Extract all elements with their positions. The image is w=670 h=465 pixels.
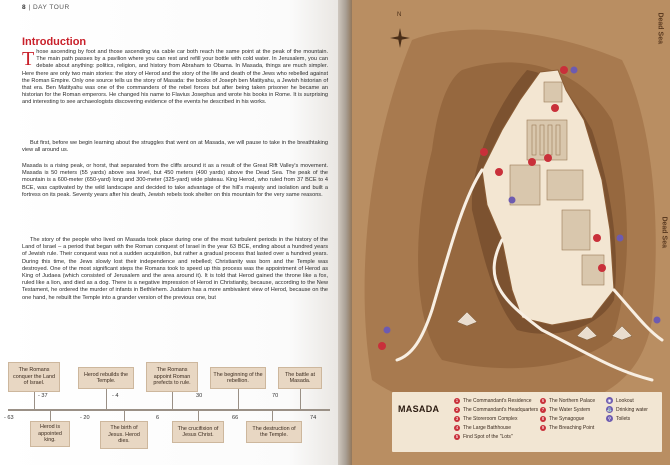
page-number: 8: [22, 4, 27, 11]
legend-label: The Breaching Point: [549, 424, 595, 431]
timeline-event-top: The Romans appoint Roman prefects to rule.: [146, 362, 198, 392]
legend-item: [454, 423, 538, 432]
timeline-stem: [300, 389, 301, 409]
legend-title: MASADA: [398, 404, 440, 414]
timeline-event-bottom: Herod is appointed king.: [30, 421, 70, 447]
legend-item: [540, 414, 595, 423]
legend-label: Lookout: [616, 397, 634, 404]
legend-item: [540, 396, 595, 405]
paragraph-2: But first, before we begin learning about the struggles that went on at Masada, we will pause to take in the breathtaking view all around us.: [22, 140, 328, 154]
timeline-stem: [106, 389, 107, 409]
legend-label: The Commandant's Residence: [463, 397, 532, 404]
lookout-icon: [384, 327, 391, 334]
marker-4: [544, 154, 552, 162]
timeline-stem: [172, 392, 173, 409]
timeline-stem: [238, 389, 239, 409]
toilets-icon: ⚲: [607, 415, 612, 421]
legend-number: 9: [541, 425, 545, 430]
timeline-year: 74: [310, 415, 317, 421]
storeroom-row: [540, 125, 544, 155]
northern-palace-block: [544, 82, 562, 102]
legend-label: The Commandant's Headquarters: [463, 406, 539, 413]
north-label: N: [397, 12, 402, 18]
legend-label: The Water System: [549, 406, 591, 413]
paragraph-1: [22, 49, 328, 107]
marker-8: [495, 168, 503, 176]
marker-7: [480, 148, 488, 156]
legend-label: Drinking water: [616, 406, 648, 413]
toilets-icon: [654, 317, 661, 324]
timeline-event-top: The beginning of the rebellion.: [210, 367, 266, 389]
timeline-stem: [34, 392, 35, 409]
timeline-event-bottom: The crucifixion of Jesus Christ.: [172, 421, 224, 443]
legend-number: 5: [455, 434, 459, 439]
legend-column-2: [540, 396, 595, 432]
legend-item: [454, 432, 538, 441]
paragraph-4: The story of the people who lived on Masada took place during one of the most turbulent periods in the history of the Land of Israel – a period that began with the Roman conquest of Israel in the year 63 BCE, ending about a hundred years of Jewish rule. Their conquest was not a sudden acquisition, but rather a gradual process that lasted over a hundred years. During this time, the Jews slowly lost their independence and rebelled; Christianity was born and the Temple was destroyed. One of the most significant steps the Romans took to speed up this process was the appointment of Herod as King of Judaea (which consisted of Jerusalem and the area around it). It is told that Herod gained the throne like a fox, ruled like a lion, and died as a dog. There is a negative impression of Herod in Christianity, because, according to the New Testament, he ordered the murder of infants in Bethlehem. Judaism has a more ambivalent view of Herod, because on the one hand, he rebuilt the Temple into a grander version of the previous one, but: [22, 237, 328, 301]
legend-number: 1: [455, 398, 459, 403]
legend-label: Toilets: [616, 415, 631, 422]
timeline-year: 6: [156, 415, 160, 421]
marker-1: [551, 104, 559, 112]
timeline-year: - 20: [80, 415, 90, 421]
timeline-year: 70: [272, 393, 279, 399]
marker-2: [593, 234, 601, 242]
timeline-stem: [272, 411, 273, 421]
legend-number: 7: [541, 407, 545, 412]
timeline-year: - 63: [4, 415, 14, 421]
legend-number: 3: [455, 416, 459, 421]
timeline-event-top: The battle at Masada.: [278, 367, 322, 389]
timeline-event-top: Herod rebuilds the Temple.: [78, 367, 134, 389]
legend-item: [540, 405, 595, 414]
legend-label: Find Spot of the "Lots": [463, 433, 513, 440]
legend-item: [606, 414, 648, 423]
lookout-icon: [617, 235, 624, 242]
legend-number: 6: [541, 398, 545, 403]
header-separator: |: [28, 4, 33, 11]
legend-item: [606, 396, 648, 405]
legend-item: [454, 396, 538, 405]
dead-sea-label: Dead Sea: [657, 12, 664, 44]
legend-item: [454, 405, 538, 414]
legend-item: [606, 405, 648, 414]
legend-label: The Northern Palace: [549, 397, 596, 404]
legend-item: [540, 423, 595, 432]
southern-block: [562, 210, 590, 250]
paragraph-1-text: hose ascending by foot and those ascending via cable car both reach the same point at the peak of the mountain. The main path passes by a pavilion where you can rest and refill your bottle with cold water. In Jerusalem, you can debate about anything: politics, religion, and history from Abraham to Obama. In Masada, things are much simpler. Here there are only two main stories: the story of Herod and the story of the life and death of the Jews who rebelled against the Roman Empire. Only one source tells us the story of Masada: the books of Joseph ben Matityahu, a Jewish historian of that era. Ben Matityahu was one of the commanders of the rebel forces but after being taken prisoner he became an historian for the Roman emperors. He changed his name to Flavius Josephus and wrote his books in Rome. It is surprising and interesting to see archaeologists discovering evidence of the events he described in his works.: [22, 49, 328, 106]
storeroom-row: [532, 125, 536, 155]
timeline-stem: [198, 411, 199, 421]
timeline-year: - 37: [38, 393, 48, 399]
timeline-stem: [124, 411, 125, 421]
running-header: [22, 4, 70, 11]
section-name: DAY TOUR: [32, 4, 70, 11]
timeline-stem: [50, 411, 51, 421]
storeroom-row: [556, 125, 560, 155]
legend-label: The Large Bathhouse: [463, 424, 512, 431]
marker-3: [598, 264, 606, 272]
legend-item: [454, 414, 538, 423]
timeline-event-bottom: The birth of Jesus. Herod dies.: [100, 421, 148, 449]
map-legend: [392, 392, 662, 452]
timeline-year: 30: [196, 393, 203, 399]
timeline-year: 66: [232, 415, 239, 421]
marker-9: [378, 342, 386, 350]
marker-6: [560, 66, 568, 74]
lookout-icon: [571, 67, 578, 74]
legend-number: 8: [541, 416, 545, 421]
drop-cap: T: [22, 48, 35, 70]
history-timeline: [0, 360, 340, 465]
right-page-map: [352, 0, 670, 465]
lookout-icon: ◉: [607, 397, 612, 403]
legend-label: The Synagogue: [549, 415, 585, 422]
timeline-year: - 4: [112, 393, 119, 399]
dead-sea-label: Dead Sea: [661, 216, 668, 248]
compass-icon: [390, 28, 410, 48]
timeline-event-bottom: The destruction of the Temple.: [246, 421, 302, 443]
storeroom-row: [548, 125, 552, 155]
drinking-water-icon: [509, 197, 516, 204]
paragraph-3: Masada is a rising peak, or horst, that separated from the cliffs around it as a result of the Great Rift Valley's movement. Masada is 50 meters (55 yards) above sea level, but 450 meters (490 yards) above the Dead Sea. The peak of the mountain is a 600-meter (650-yard) long and 300-meter (325-yard) wide plateau. King Herod, who ruled from 37 BCE to 4 BCE, was captivated by the wild landscape and decided to take advantage of the hill's majesty and isolation and built a fortress on its peak. Seventy years after his death, Jewish rebels took shelter on this mountain for the very same reasons.: [22, 163, 328, 198]
legend-label: The Storeroom Complex: [463, 415, 518, 422]
timeline-axis: [8, 409, 330, 411]
legend-column-3: [606, 396, 648, 423]
western-block: [547, 170, 583, 200]
legend-number: 4: [455, 425, 459, 430]
legend-number: 2: [455, 407, 459, 412]
marker-5: [528, 158, 536, 166]
section-title: Introduction: [22, 36, 87, 48]
timeline-event-top: The Romans conquer the Land of Israel.: [8, 362, 60, 392]
drinking-water-icon: ⛲: [606, 406, 613, 412]
legend-column-1: [454, 396, 538, 441]
